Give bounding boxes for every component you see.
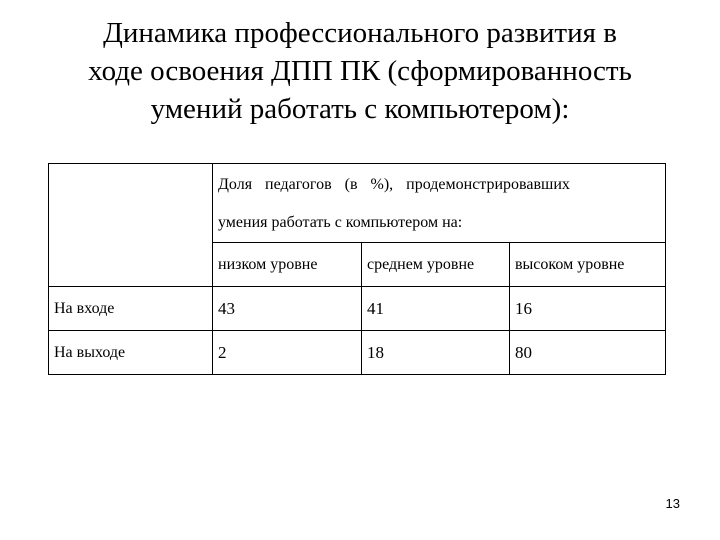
cell-entry-low: 43 xyxy=(213,287,362,331)
row-label-exit: На выходе xyxy=(49,331,213,375)
page-number: 13 xyxy=(665,496,680,511)
title-line-2: ходе освоения ДПП ПК (сформированность xyxy=(88,55,632,87)
cell-exit-low: 2 xyxy=(213,331,362,375)
cell-exit-high: 80 xyxy=(510,331,666,375)
table-header-line-1: Доля педагогов (в %), продемонстрировавших xyxy=(218,176,570,193)
column-header-high: высоком уровне xyxy=(510,243,666,287)
row-label-entry: На входе xyxy=(49,287,213,331)
table-row xyxy=(49,287,666,331)
title-line-1: Динамика профессионального развития в xyxy=(103,17,617,49)
slide-title xyxy=(20,14,700,128)
cell-exit-medium: 18 xyxy=(362,331,510,375)
results-table xyxy=(48,163,666,375)
table-row xyxy=(49,331,666,375)
cell-entry-high: 16 xyxy=(510,287,666,331)
empty-corner-cell xyxy=(49,164,213,287)
column-header-medium: среднем уровне xyxy=(362,243,510,287)
cell-entry-medium: 41 xyxy=(362,287,510,331)
title-line-3: умений работать с компьютером): xyxy=(150,93,570,125)
table-header-cell xyxy=(213,164,666,243)
column-header-low: низком уровне xyxy=(213,243,362,287)
table-header-line-2: умения работать с компьютером на: xyxy=(218,214,463,231)
table-header-row xyxy=(49,164,666,243)
